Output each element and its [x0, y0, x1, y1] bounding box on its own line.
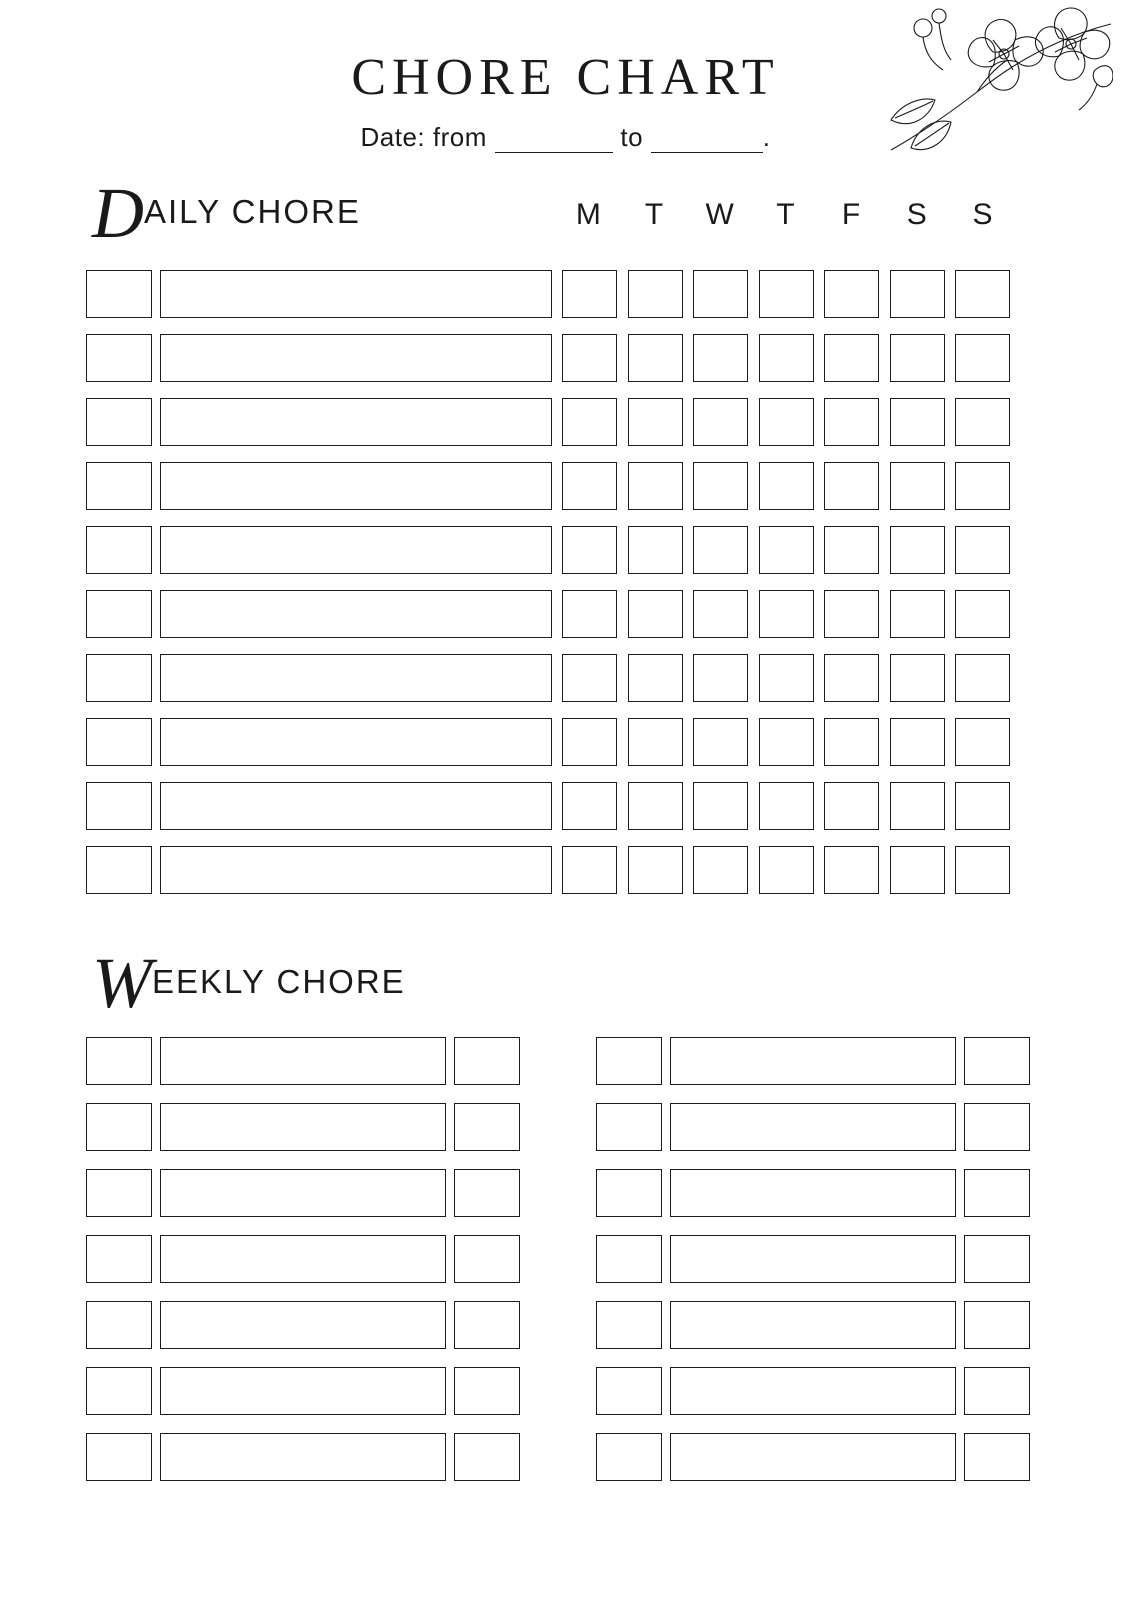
daily-day-checkbox[interactable]	[628, 590, 683, 638]
table-row	[596, 1358, 1030, 1424]
daily-day-checkbox[interactable]	[759, 846, 814, 894]
weekly-left-chore-done-checkbox[interactable]	[454, 1103, 520, 1151]
daily-day-checkbox[interactable]	[759, 590, 814, 638]
daily-day-checkbox[interactable]	[562, 270, 617, 318]
daily-day-checkbox[interactable]	[759, 462, 814, 510]
daily-day-checkbox[interactable]	[824, 398, 879, 446]
date-middle-label: to	[620, 122, 644, 152]
daily-day-checkbox[interactable]	[890, 398, 945, 446]
daily-day-checkbox[interactable]	[955, 462, 1010, 510]
table-row	[86, 1358, 520, 1424]
daily-day-checkbox[interactable]	[628, 846, 683, 894]
daily-chore-input[interactable]	[160, 718, 552, 766]
weekly-right-chore-input[interactable]	[670, 1367, 956, 1415]
day-letter-tue: T	[644, 198, 665, 231]
weekly-right-chore-done-checkbox[interactable]	[964, 1103, 1030, 1151]
weekly-left-chore-checkbox[interactable]	[86, 1169, 152, 1217]
weekly-left-chore-done-checkbox[interactable]	[454, 1169, 520, 1217]
weekly-left-chore-input[interactable]	[160, 1301, 446, 1349]
daily-day-checkbox[interactable]	[890, 270, 945, 318]
daily-day-checkbox[interactable]	[955, 526, 1010, 574]
table-row	[86, 518, 1010, 582]
weekly-right-chore-input[interactable]	[670, 1301, 956, 1349]
weekly-right-chore-done-checkbox[interactable]	[964, 1037, 1030, 1085]
weekly-right-chore-input[interactable]	[670, 1433, 956, 1481]
daily-row-checkbox[interactable]	[86, 718, 152, 766]
table-row	[86, 1292, 520, 1358]
weekly-left-chore-input[interactable]	[160, 1169, 446, 1217]
daily-day-checkbox-group	[562, 718, 1010, 766]
day-letter-fri: F	[841, 198, 862, 231]
weekly-left-chore-checkbox[interactable]	[86, 1367, 152, 1415]
daily-day-checkbox[interactable]	[562, 654, 617, 702]
daily-day-checkbox[interactable]	[759, 398, 814, 446]
daily-day-checkbox[interactable]	[955, 718, 1010, 766]
weekly-right-column	[596, 1028, 1030, 1490]
daily-day-checkbox[interactable]	[759, 654, 814, 702]
weekly-right-chore-done-checkbox[interactable]	[964, 1367, 1030, 1415]
weekly-right-chore-done-checkbox[interactable]	[964, 1169, 1030, 1217]
weekly-left-chore-done-checkbox[interactable]	[454, 1235, 520, 1283]
weekly-right-chore-input[interactable]	[670, 1169, 956, 1217]
weekly-left-chore-input[interactable]	[160, 1037, 446, 1085]
daily-day-checkbox[interactable]	[693, 398, 748, 446]
daily-day-checkbox-group	[562, 270, 1010, 318]
weekly-heading-rest: EEKLY CHORE	[151, 963, 406, 1000]
weekly-left-chore-input[interactable]	[160, 1235, 446, 1283]
daily-day-checkbox[interactable]	[628, 270, 683, 318]
daily-day-checkbox-group	[562, 654, 1010, 702]
weekly-right-chore-done-checkbox[interactable]	[964, 1235, 1030, 1283]
daily-day-checkbox[interactable]	[693, 590, 748, 638]
daily-chore-input[interactable]	[160, 846, 552, 894]
daily-row-checkbox[interactable]	[86, 270, 152, 318]
daily-day-checkbox[interactable]	[955, 846, 1010, 894]
daily-day-checkbox[interactable]	[890, 590, 945, 638]
daily-day-checkbox[interactable]	[955, 334, 1010, 382]
daily-row-checkbox[interactable]	[86, 782, 152, 830]
daily-day-checkbox[interactable]	[890, 334, 945, 382]
daily-day-checkbox[interactable]	[628, 398, 683, 446]
day-letter-thu: T	[776, 198, 796, 231]
weekly-right-chore-input[interactable]	[670, 1103, 956, 1151]
weekly-right-chore-checkbox[interactable]	[596, 1367, 662, 1415]
daily-day-checkbox[interactable]	[628, 462, 683, 510]
daily-day-checkbox[interactable]	[955, 270, 1010, 318]
daily-chore-input[interactable]	[160, 526, 552, 574]
date-suffix-label: .	[762, 122, 771, 152]
weekly-chore-table	[86, 1028, 1030, 1490]
table-row	[86, 1028, 520, 1094]
day-letters-row	[556, 198, 1016, 232]
daily-day-checkbox[interactable]	[628, 654, 683, 702]
daily-chore-input[interactable]	[160, 590, 552, 638]
daily-heading-rest: AILY CHORE	[144, 193, 361, 230]
table-row	[86, 838, 1010, 902]
weekly-right-chore-checkbox[interactable]	[596, 1037, 662, 1085]
weekly-right-chore-checkbox[interactable]	[596, 1103, 662, 1151]
daily-day-checkbox[interactable]	[890, 462, 945, 510]
table-row	[596, 1028, 1030, 1094]
weekly-right-chore-checkbox[interactable]	[596, 1235, 662, 1283]
daily-day-checkbox[interactable]	[628, 782, 683, 830]
daily-day-checkbox[interactable]	[562, 334, 617, 382]
daily-day-checkbox[interactable]	[628, 526, 683, 574]
daily-day-checkbox[interactable]	[890, 526, 945, 574]
daily-chore-table	[86, 262, 1010, 902]
daily-day-checkbox-group	[562, 526, 1010, 574]
daily-day-checkbox[interactable]	[693, 270, 748, 318]
table-row	[86, 582, 1010, 646]
daily-day-checkbox[interactable]	[824, 334, 879, 382]
date-to-blank[interactable]	[651, 130, 763, 153]
table-row	[86, 1226, 520, 1292]
day-letter-sun: S	[972, 198, 994, 231]
daily-day-checkbox[interactable]	[562, 398, 617, 446]
weekly-left-chore-input[interactable]	[160, 1367, 446, 1415]
weekly-left-chore-checkbox[interactable]	[86, 1103, 152, 1151]
daily-day-checkbox[interactable]	[824, 526, 879, 574]
daily-day-checkbox[interactable]	[890, 718, 945, 766]
daily-day-checkbox[interactable]	[824, 462, 879, 510]
weekly-right-chore-checkbox[interactable]	[596, 1433, 662, 1481]
daily-day-checkbox[interactable]	[824, 270, 879, 318]
daily-row-checkbox[interactable]	[86, 398, 152, 446]
table-row	[596, 1424, 1030, 1490]
daily-day-checkbox[interactable]	[562, 782, 617, 830]
date-from-blank[interactable]	[495, 130, 613, 153]
daily-day-checkbox[interactable]	[693, 654, 748, 702]
daily-day-checkbox[interactable]	[562, 718, 617, 766]
weekly-left-chore-done-checkbox[interactable]	[454, 1367, 520, 1415]
table-row	[596, 1160, 1030, 1226]
daily-day-checkbox-group	[562, 462, 1010, 510]
weekly-right-chore-input[interactable]	[670, 1235, 956, 1283]
weekly-left-chore-done-checkbox[interactable]	[454, 1301, 520, 1349]
daily-day-checkbox[interactable]	[824, 654, 879, 702]
daily-row-checkbox[interactable]	[86, 334, 152, 382]
date-range-line	[0, 122, 1131, 153]
daily-chore-input[interactable]	[160, 270, 552, 318]
daily-day-checkbox[interactable]	[824, 846, 879, 894]
daily-chore-input[interactable]	[160, 398, 552, 446]
daily-day-checkbox[interactable]	[955, 654, 1010, 702]
weekly-right-chore-checkbox[interactable]	[596, 1301, 662, 1349]
daily-day-checkbox[interactable]	[562, 462, 617, 510]
daily-day-checkbox[interactable]	[824, 590, 879, 638]
daily-day-checkbox[interactable]	[759, 526, 814, 574]
daily-chore-input[interactable]	[160, 654, 552, 702]
table-row	[86, 1094, 520, 1160]
table-row	[86, 774, 1010, 838]
daily-day-checkbox[interactable]	[562, 526, 617, 574]
weekly-left-chore-done-checkbox[interactable]	[454, 1433, 520, 1481]
table-row	[86, 262, 1010, 326]
daily-day-checkbox[interactable]	[693, 462, 748, 510]
daily-row-checkbox[interactable]	[86, 846, 152, 894]
daily-day-checkbox[interactable]	[824, 782, 879, 830]
weekly-chore-heading	[92, 943, 406, 1023]
daily-chore-input[interactable]	[160, 334, 552, 382]
daily-day-checkbox[interactable]	[693, 718, 748, 766]
daily-day-checkbox[interactable]	[824, 718, 879, 766]
table-row	[86, 390, 1010, 454]
daily-day-checkbox[interactable]	[759, 334, 814, 382]
daily-day-checkbox[interactable]	[693, 782, 748, 830]
weekly-left-chore-input[interactable]	[160, 1433, 446, 1481]
daily-day-checkbox[interactable]	[693, 846, 748, 894]
daily-day-checkbox[interactable]	[693, 526, 748, 574]
table-row	[596, 1094, 1030, 1160]
daily-day-checkbox[interactable]	[693, 334, 748, 382]
weekly-right-chore-done-checkbox[interactable]	[964, 1301, 1030, 1349]
weekly-right-chore-input[interactable]	[670, 1037, 956, 1085]
daily-day-checkbox-group	[562, 334, 1010, 382]
table-row	[86, 326, 1010, 390]
date-prefix-label: Date: from	[360, 122, 487, 152]
weekly-left-chore-checkbox[interactable]	[86, 1037, 152, 1085]
weekly-left-chore-checkbox[interactable]	[86, 1301, 152, 1349]
daily-day-checkbox-group	[562, 782, 1010, 830]
table-row	[86, 1160, 520, 1226]
weekly-left-chore-checkbox[interactable]	[86, 1433, 152, 1481]
daily-day-checkbox[interactable]	[955, 398, 1010, 446]
table-row	[86, 454, 1010, 518]
weekly-left-chore-checkbox[interactable]	[86, 1235, 152, 1283]
table-row	[86, 710, 1010, 774]
daily-day-checkbox[interactable]	[562, 846, 617, 894]
daily-chore-input[interactable]	[160, 462, 552, 510]
weekly-right-chore-done-checkbox[interactable]	[964, 1433, 1030, 1481]
page-title: CHORE CHART	[351, 49, 780, 106]
daily-chore-heading	[92, 173, 361, 253]
day-letter-wed: W	[705, 198, 735, 231]
weekly-left-chore-input[interactable]	[160, 1103, 446, 1151]
table-row	[596, 1292, 1030, 1358]
daily-day-checkbox[interactable]	[759, 782, 814, 830]
table-row	[86, 646, 1010, 710]
table-row	[596, 1226, 1030, 1292]
daily-row-checkbox[interactable]	[86, 590, 152, 638]
daily-day-checkbox[interactable]	[628, 334, 683, 382]
daily-day-checkbox-group	[562, 590, 1010, 638]
weekly-left-chore-done-checkbox[interactable]	[454, 1037, 520, 1085]
day-letter-sat: S	[906, 198, 928, 231]
daily-chore-input[interactable]	[160, 782, 552, 830]
daily-heading-initial: D	[92, 173, 144, 253]
daily-day-checkbox[interactable]	[955, 590, 1010, 638]
daily-day-checkbox[interactable]	[890, 654, 945, 702]
weekly-right-chore-checkbox[interactable]	[596, 1169, 662, 1217]
daily-row-checkbox[interactable]	[86, 654, 152, 702]
daily-day-checkbox[interactable]	[562, 590, 617, 638]
weekly-heading-initial: W	[92, 943, 152, 1023]
daily-day-checkbox[interactable]	[628, 718, 683, 766]
weekly-left-column	[86, 1028, 520, 1490]
day-letter-mon: M	[575, 198, 602, 231]
daily-day-checkbox-group	[562, 846, 1010, 894]
daily-day-checkbox-group	[562, 398, 1010, 446]
table-row	[86, 1424, 520, 1490]
daily-row-checkbox[interactable]	[86, 462, 152, 510]
daily-day-checkbox[interactable]	[759, 270, 814, 318]
daily-row-checkbox[interactable]	[86, 526, 152, 574]
daily-day-checkbox[interactable]	[955, 782, 1010, 830]
daily-day-checkbox[interactable]	[890, 782, 945, 830]
daily-day-checkbox[interactable]	[759, 718, 814, 766]
daily-day-checkbox[interactable]	[890, 846, 945, 894]
